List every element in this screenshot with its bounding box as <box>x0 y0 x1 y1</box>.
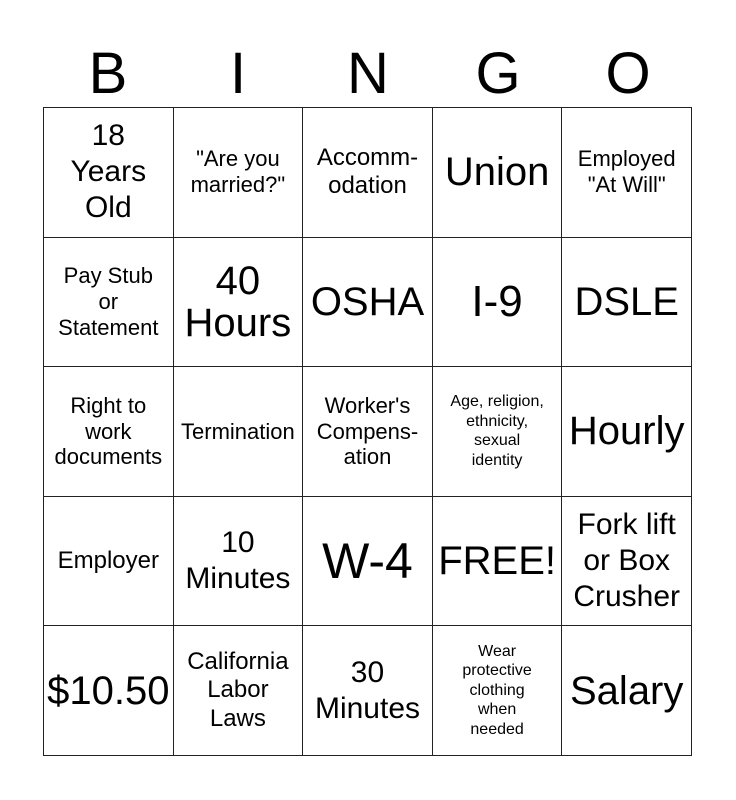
header-letter-i: I <box>229 41 247 106</box>
bingo-cell-r4c5[interactable]: Fork lift or Box Crusher <box>562 497 692 627</box>
bingo-cell-r4c3[interactable]: W-4 <box>303 497 433 627</box>
bingo-cell-r5c4[interactable]: Wear protective clothing when needed <box>433 626 563 756</box>
bingo-cell-r2c5[interactable]: DSLE <box>562 238 692 368</box>
bingo-cell-r2c3[interactable]: OSHA <box>303 238 433 368</box>
bingo-cell-r1c4[interactable]: Union <box>433 108 563 238</box>
bingo-cell-r1c1[interactable]: 18 Years Old <box>44 108 174 238</box>
bingo-cell-r3c5[interactable]: Hourly <box>562 367 692 497</box>
header-letter-b: B <box>88 41 128 106</box>
bingo-cell-r3c1[interactable]: Right to work documents <box>44 367 174 497</box>
bingo-cell-r4c4-free[interactable]: FREE! <box>433 497 563 627</box>
bingo-cell-r2c4[interactable]: I-9 <box>433 238 563 368</box>
bingo-board <box>43 107 692 756</box>
bingo-cell-r2c2[interactable]: 40 Hours <box>174 238 304 368</box>
bingo-cell-r3c3[interactable]: Worker's Compens- ation <box>303 367 433 497</box>
bingo-cell-r3c2[interactable]: Termination <box>174 367 304 497</box>
bingo-cell-r5c2[interactable]: California Labor Laws <box>174 626 304 756</box>
header-letter-g: G <box>475 41 521 106</box>
bingo-header <box>43 40 693 108</box>
header-letter-n: N <box>347 41 389 106</box>
bingo-cell-r5c1[interactable]: $10.50 <box>44 626 174 756</box>
bingo-cell-r5c5[interactable]: Salary <box>562 626 692 756</box>
bingo-cell-r3c4[interactable]: Age, religion, ethnicity, sexual identity <box>433 367 563 497</box>
bingo-cell-r1c3[interactable]: Accomm- odation <box>303 108 433 238</box>
bingo-cell-r4c2[interactable]: 10 Minutes <box>174 497 304 627</box>
bingo-cell-r1c2[interactable]: "Are you married?" <box>174 108 304 238</box>
bingo-cell-r1c5[interactable]: Employed "At Will" <box>562 108 692 238</box>
bingo-cell-r5c3[interactable]: 30 Minutes <box>303 626 433 756</box>
header-letter-o: O <box>605 41 651 106</box>
bingo-cell-r4c1[interactable]: Employer <box>44 497 174 627</box>
bingo-cell-r2c1[interactable]: Pay Stub or Statement <box>44 238 174 368</box>
